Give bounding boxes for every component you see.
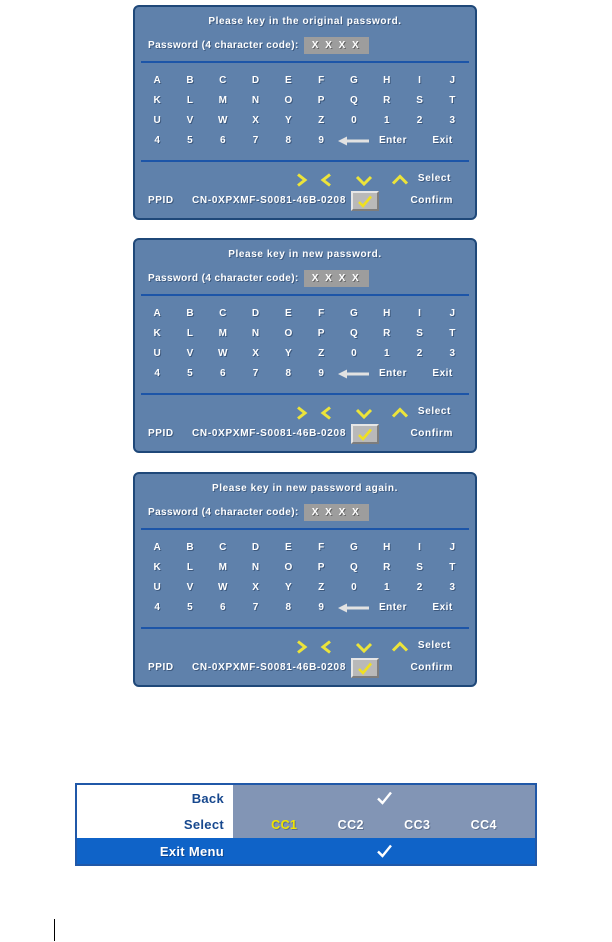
key-2[interactable]: 2	[416, 348, 423, 359]
dialog-title: Please key in new password again.	[212, 483, 398, 494]
password-value-box: X X X X	[304, 504, 369, 521]
key-H[interactable]: H	[383, 75, 391, 86]
key-D[interactable]: D	[251, 542, 260, 553]
cc-option-cc1[interactable]: CC1	[271, 817, 298, 832]
ppid-label: PPID	[148, 195, 174, 206]
exit-key[interactable]: Exit	[432, 135, 453, 146]
character-keyboard	[141, 304, 469, 384]
confirm-label: Confirm	[410, 195, 453, 206]
key-I[interactable]: I	[418, 75, 422, 86]
arrow-down-icon[interactable]	[355, 173, 373, 187]
key-0[interactable]: 0	[351, 115, 358, 126]
select-menu-row	[77, 811, 535, 838]
key-Q[interactable]: Q	[350, 562, 359, 573]
key-4[interactable]: 4	[154, 368, 161, 379]
key-U[interactable]: U	[153, 582, 162, 593]
select-label: Select	[417, 173, 451, 184]
key-J[interactable]: J	[449, 308, 456, 319]
key-5[interactable]: 5	[187, 368, 194, 379]
key-F[interactable]: F	[318, 308, 325, 319]
cc-option-cc4[interactable]: CC4	[470, 817, 497, 832]
confirm-checkbox[interactable]	[351, 191, 379, 211]
confirm-label: Confirm	[410, 428, 453, 439]
key-L[interactable]: L	[186, 562, 194, 573]
key-X[interactable]: X	[252, 582, 260, 593]
ppid-value: CN-0XPXMF-S0081-46B-0208	[192, 428, 347, 439]
key-O[interactable]: O	[284, 562, 293, 573]
key-J[interactable]: J	[449, 542, 456, 553]
key-N[interactable]: N	[251, 328, 260, 339]
arrow-right-icon[interactable]	[293, 640, 309, 654]
select-label: Select	[183, 817, 224, 832]
key-L[interactable]: L	[186, 328, 194, 339]
divider	[141, 528, 469, 530]
key-4[interactable]: 4	[154, 602, 161, 613]
key-6[interactable]: 6	[219, 602, 227, 613]
key-D[interactable]: D	[251, 308, 260, 319]
key-Q[interactable]: Q	[350, 328, 359, 339]
select-label: Select	[417, 640, 451, 651]
password-row	[148, 35, 465, 55]
check-icon	[357, 195, 373, 208]
ppid-label: PPID	[148, 428, 174, 439]
key-P[interactable]: P	[317, 328, 325, 339]
key-K[interactable]: K	[153, 328, 162, 339]
key-1[interactable]: 1	[383, 582, 391, 593]
exit-menu-item[interactable]	[77, 838, 535, 864]
ppid-label: PPID	[148, 662, 174, 673]
key-O[interactable]: O	[284, 328, 293, 339]
exit-menu-label: Exit Menu	[159, 843, 224, 859]
key-B[interactable]: B	[186, 542, 195, 553]
key-M[interactable]: M	[218, 328, 228, 339]
key-8[interactable]: 8	[285, 602, 292, 613]
navigation-row	[135, 637, 475, 657]
enter-key[interactable]: Enter	[378, 368, 408, 379]
check-icon	[376, 844, 393, 858]
dialog-title: Please key in the original password.	[208, 16, 402, 27]
key-M[interactable]: M	[218, 95, 228, 106]
dialog-title: Please key in new password.	[228, 249, 382, 260]
key-T[interactable]: T	[449, 328, 456, 339]
exit-key[interactable]: Exit	[432, 368, 453, 379]
exit-menu-label-cell	[77, 838, 233, 864]
key-Z[interactable]: Z	[318, 348, 325, 359]
navigation-row	[135, 170, 475, 190]
arrow-left-icon[interactable]	[319, 640, 335, 654]
key-3[interactable]: 3	[449, 582, 456, 593]
key-K[interactable]: K	[153, 95, 162, 106]
character-keyboard	[141, 538, 469, 618]
key-U[interactable]: U	[153, 115, 162, 126]
key-V[interactable]: V	[186, 582, 194, 593]
password-row	[148, 268, 465, 288]
confirm-label: Confirm	[410, 662, 453, 673]
key-E[interactable]: E	[285, 75, 293, 86]
key-4[interactable]: 4	[154, 135, 161, 146]
key-S[interactable]: S	[416, 328, 424, 339]
key-9[interactable]: 9	[318, 602, 325, 613]
character-keyboard	[141, 71, 469, 151]
key-3[interactable]: 3	[449, 115, 456, 126]
key-A[interactable]: A	[153, 308, 162, 319]
key-F[interactable]: F	[318, 542, 325, 553]
arrow-up-icon[interactable]	[391, 173, 409, 187]
enter-arrow-icon[interactable]	[338, 136, 370, 146]
arrow-right-icon[interactable]	[293, 173, 309, 187]
key-H[interactable]: H	[383, 542, 391, 553]
key-S[interactable]: S	[416, 562, 424, 573]
key-9[interactable]: 9	[318, 135, 325, 146]
key-I[interactable]: I	[418, 542, 422, 553]
password-label: Password (4 character code):	[148, 272, 299, 284]
exit-key[interactable]: Exit	[432, 602, 453, 613]
key-K[interactable]: K	[153, 562, 162, 573]
cc-option-cc2[interactable]: CC2	[337, 817, 364, 832]
key-G[interactable]: G	[350, 308, 359, 319]
key-B[interactable]: B	[186, 308, 195, 319]
key-C[interactable]: C	[219, 308, 227, 319]
check-icon	[357, 662, 373, 675]
key-S[interactable]: S	[416, 95, 424, 106]
select-label: Select	[417, 406, 451, 417]
arrow-left-icon[interactable]	[319, 173, 335, 187]
password-dialog	[133, 472, 477, 687]
key-3[interactable]: 3	[449, 348, 456, 359]
key-B[interactable]: B	[186, 75, 195, 86]
enter-key[interactable]: Enter	[378, 135, 408, 146]
footer-cursor-line	[54, 919, 55, 941]
arrow-left-icon[interactable]	[319, 406, 335, 420]
divider	[141, 160, 469, 162]
key-R[interactable]: R	[383, 95, 391, 106]
key-A[interactable]: A	[153, 75, 162, 86]
ppid-value: CN-0XPXMF-S0081-46B-0208	[192, 662, 347, 673]
key-T[interactable]: T	[449, 95, 456, 106]
key-I[interactable]: I	[418, 308, 422, 319]
key-V[interactable]: V	[186, 115, 194, 126]
back-label: Back	[191, 790, 224, 806]
key-W[interactable]: W	[218, 582, 228, 593]
key-H[interactable]: H	[383, 308, 391, 319]
key-X[interactable]: X	[252, 115, 260, 126]
key-O[interactable]: O	[284, 95, 293, 106]
key-F[interactable]: F	[318, 75, 325, 86]
key-N[interactable]: N	[251, 95, 260, 106]
key-T[interactable]: T	[449, 562, 456, 573]
navigation-row	[135, 403, 475, 423]
ppid-value: CN-0XPXMF-S0081-46B-0208	[192, 195, 347, 206]
key-V[interactable]: V	[186, 348, 194, 359]
key-G[interactable]: G	[350, 542, 359, 553]
back-menu-row	[77, 785, 535, 811]
key-D[interactable]: D	[251, 75, 260, 86]
password-label: Password (4 character code):	[148, 506, 299, 518]
arrow-up-icon[interactable]	[391, 640, 409, 654]
arrow-down-icon[interactable]	[355, 640, 373, 654]
closed-caption-menu	[75, 783, 537, 866]
key-W[interactable]: W	[218, 348, 228, 359]
ppid-row	[135, 658, 475, 680]
key-U[interactable]: U	[153, 348, 162, 359]
key-7[interactable]: 7	[252, 135, 259, 146]
divider	[141, 393, 469, 395]
key-Z[interactable]: Z	[318, 115, 325, 126]
key-J[interactable]: J	[449, 75, 456, 86]
key-7[interactable]: 7	[252, 602, 259, 613]
password-dialog	[133, 5, 477, 220]
key-R[interactable]: R	[383, 562, 391, 573]
divider	[141, 294, 469, 296]
key-E[interactable]: E	[285, 542, 293, 553]
key-5[interactable]: 5	[187, 135, 194, 146]
ppid-row	[135, 191, 475, 213]
key-C[interactable]: C	[219, 542, 227, 553]
key-L[interactable]: L	[186, 95, 194, 106]
key-P[interactable]: P	[317, 562, 325, 573]
password-label: Password (4 character code):	[148, 39, 299, 51]
divider	[141, 627, 469, 629]
key-N[interactable]: N	[251, 562, 260, 573]
password-dialog	[133, 238, 477, 453]
key-1[interactable]: 1	[383, 115, 391, 126]
key-1[interactable]: 1	[383, 348, 391, 359]
key-0[interactable]: 0	[351, 348, 358, 359]
key-E[interactable]: E	[285, 308, 293, 319]
back-menu-item[interactable]	[77, 785, 233, 811]
password-value-box: X X X X	[304, 37, 369, 54]
cc-options	[233, 811, 535, 838]
arrow-up-icon[interactable]	[391, 406, 409, 420]
key-X[interactable]: X	[252, 348, 260, 359]
key-8[interactable]: 8	[285, 135, 292, 146]
key-2[interactable]: 2	[416, 115, 423, 126]
key-2[interactable]: 2	[416, 582, 423, 593]
confirm-checkbox[interactable]	[351, 424, 379, 444]
key-7[interactable]: 7	[252, 368, 259, 379]
key-A[interactable]: A	[153, 542, 162, 553]
key-Y[interactable]: Y	[285, 348, 293, 359]
confirm-checkbox[interactable]	[351, 658, 379, 678]
enter-key[interactable]: Enter	[378, 602, 408, 613]
divider	[141, 61, 469, 63]
key-6[interactable]: 6	[219, 135, 227, 146]
key-5[interactable]: 5	[187, 602, 194, 613]
key-0[interactable]: 0	[351, 582, 358, 593]
key-9[interactable]: 9	[318, 368, 325, 379]
key-R[interactable]: R	[383, 328, 391, 339]
check-icon	[376, 791, 393, 805]
arrow-down-icon[interactable]	[355, 406, 373, 420]
password-row	[148, 502, 465, 522]
key-Q[interactable]: Q	[350, 95, 359, 106]
exit-confirm-area	[233, 838, 535, 864]
back-confirm-area	[233, 785, 535, 811]
key-8[interactable]: 8	[285, 368, 292, 379]
arrow-right-icon[interactable]	[293, 406, 309, 420]
key-Y[interactable]: Y	[285, 115, 293, 126]
key-C[interactable]: C	[219, 75, 227, 86]
password-value-box: X X X X	[304, 270, 369, 287]
cc-option-cc3[interactable]: CC3	[404, 817, 431, 832]
key-W[interactable]: W	[218, 115, 228, 126]
ppid-row	[135, 424, 475, 446]
enter-arrow-icon[interactable]	[338, 603, 370, 613]
enter-arrow-icon[interactable]	[338, 369, 370, 379]
key-6[interactable]: 6	[219, 368, 227, 379]
key-Y[interactable]: Y	[285, 582, 293, 593]
check-icon	[357, 428, 373, 441]
key-M[interactable]: M	[218, 562, 228, 573]
key-P[interactable]: P	[317, 95, 325, 106]
key-G[interactable]: G	[350, 75, 359, 86]
key-Z[interactable]: Z	[318, 582, 325, 593]
select-menu-item[interactable]	[77, 811, 233, 838]
